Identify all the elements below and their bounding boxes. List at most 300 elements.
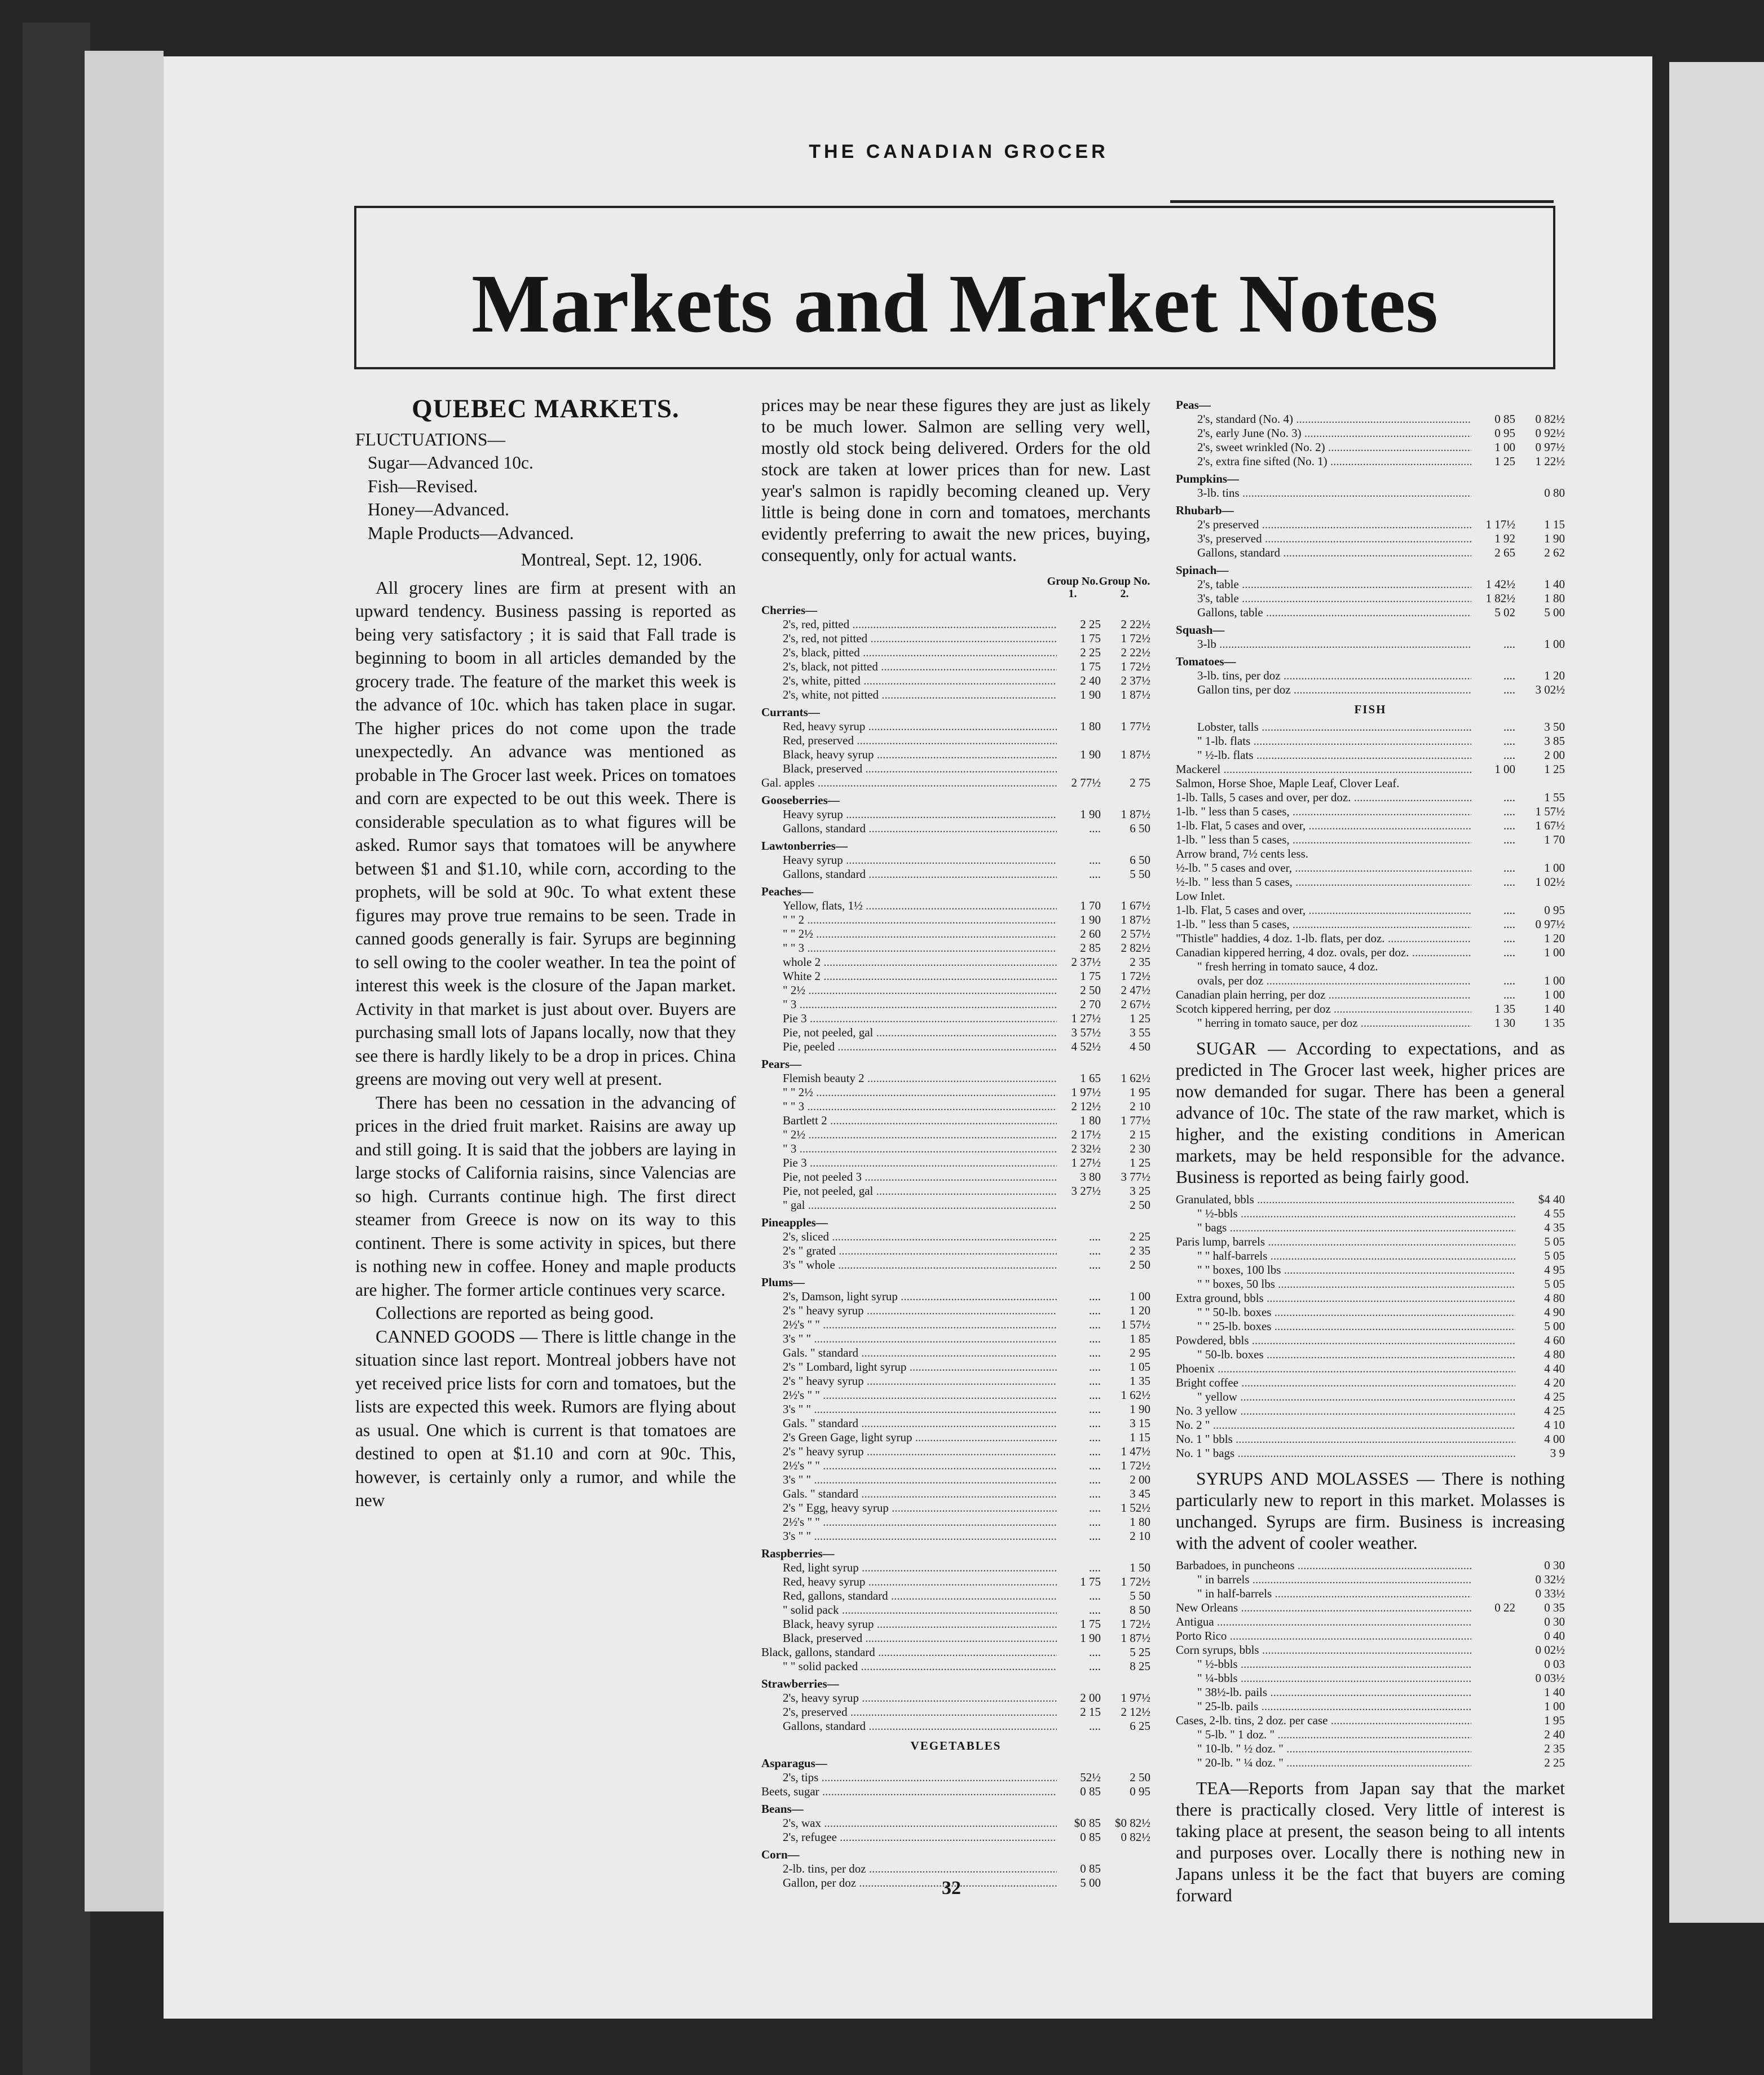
tea-paragraph: TEA—Reports from Japan say that the market there is practically closed. Very little of interest is taking place at present, the season being to all intents and purposes over. Locally there is nothing new in Japans unless it be the fact that buyers are coming forward [1176,1778,1565,1905]
price-group-1: 2 85 [1080,941,1101,955]
price-group-2: 2 50 [1130,1258,1150,1272]
price-group-1: 2 70 [1080,997,1101,1011]
item-label: 3's, table ..... [1176,591,1471,606]
item-label: Bartlett 2 ..... [761,1114,1057,1128]
item-label: " 2½ ..... [761,983,1057,997]
price-group-1: 2 25 [1080,646,1101,659]
price-group-2: 1 87½ [1121,807,1150,821]
price-group-2: 0 95 [1544,903,1565,917]
price-row [761,1862,1150,1876]
price-row [761,913,1150,927]
price-value: 4 35 [1544,1221,1565,1234]
item-label: Mackerel ..... [1176,762,1471,776]
price-row [1176,805,1565,819]
price-group-1: 1 90 [1080,748,1101,761]
item-label: ½-lb. " less than 5 cases, ..... [1176,875,1471,889]
price-group-2: 0 33½ [1535,1587,1565,1600]
price-group-1: .... [1089,1487,1101,1500]
price-group-2: 0 03 [1544,1657,1565,1671]
price-group-1: $0 85 [1074,1816,1101,1830]
price-group-2: 2 30 [1130,1142,1150,1155]
price-group-1: 1 27½ [1071,1012,1101,1025]
item-label: Canadian plain herring, per doz ..... [1176,988,1471,1002]
item-label: 1-lb. " less than 5 cases, ..... [1176,833,1471,847]
price-group-2: 2 00 [1544,748,1565,762]
price-group-1: .... [1503,833,1515,846]
item-label: Salmon, Horse Shoe, Maple Leaf, Clover Leaf. [1176,776,1400,790]
price-group-1: 3 27½ [1071,1184,1101,1198]
price-row [761,1388,1150,1402]
item-label: 2's, Damson, light syrup ..... [761,1290,1057,1304]
page-edge-strip [85,51,164,1911]
item-label: Gals. " standard ..... [761,1416,1057,1431]
price-row [1176,1334,1565,1348]
price-row [1176,1221,1565,1235]
item-label: Gals. " standard ..... [761,1487,1057,1501]
price-group-1: 1 17½ [1485,518,1515,531]
price-group-1: 2 65 [1494,546,1515,559]
price-row [761,1691,1150,1705]
price-row [1176,1390,1565,1404]
item-label: " in barrels ..... [1176,1573,1471,1587]
price-row [761,853,1150,867]
item-label: Corn syrups, bbls ..... [1176,1643,1471,1657]
fluctuations-label: FLUCTUATIONS— [355,429,506,449]
price-group-2: 1 22½ [1535,454,1565,468]
item-label: 2's " heavy syrup ..... [761,1445,1057,1459]
price-group-2: 2 35 [1130,955,1150,969]
body-paragraph: Collections are reported as being good. [376,1303,654,1323]
category-label: Squash— [1176,623,1225,637]
price-group-2: 1 72½ [1121,1459,1150,1472]
price-group-2: 1 25 [1130,1156,1150,1169]
price-value: 4 20 [1544,1376,1565,1389]
item-label: " 5-lb. " 1 doz. " ..... [1176,1728,1471,1742]
item-label: Pie, not peeled, gal ..... [761,1184,1057,1198]
item-label: ovals, per doz ..... [1176,974,1471,988]
price-row [1176,1615,1565,1629]
item-label: 2's " heavy syrup ..... [761,1304,1057,1318]
price-group-1: 1 90 [1080,913,1101,926]
item-label: Flemish beauty 2 ..... [761,1071,1057,1085]
category-label: Peas— [1176,398,1211,412]
category-label: Pears— [761,1057,802,1071]
price-row [1176,412,1565,426]
price-row [761,1085,1150,1100]
column-price-list-fruits [761,395,1150,1890]
price-row [1176,1002,1565,1016]
price-row [761,1719,1150,1733]
item-label: " " 3 ..... [761,1100,1057,1114]
price-row [1176,1305,1565,1319]
price-group-1: 1 80 [1080,719,1101,733]
price-value: 4 90 [1544,1305,1565,1319]
item-label: New Orleans ..... [1176,1601,1471,1615]
price-group-1: 0 85 [1080,1785,1101,1798]
price-group-1: .... [1089,822,1101,835]
price-group-1: 3 80 [1080,1170,1101,1184]
item-label: " 38½-lb. pails ..... [1176,1685,1471,1699]
price-group-1: .... [1089,1515,1101,1529]
item-label: Pie, peeled ..... [761,1040,1057,1054]
price-group-1: .... [1089,1659,1101,1673]
price-row [1176,931,1565,946]
price-group-1: 0 85 [1080,1830,1101,1844]
price-group-1: 1 90 [1080,807,1101,821]
price-group-1: 1 00 [1494,440,1515,454]
price-group-1: .... [1503,669,1515,682]
item-label: " " boxes, 50 lbs ..... [1176,1277,1515,1291]
canned-goods-paragraph: CANNED GOODS — There is little change in the situation since last report. Montreal jobbers have not yet received price lists for corn and tomatoes, but the lists are expected this week. Rumors are flying about as usual. One which is current is that tomatoes are destined to open at $1.10 and corn at 90c. This, however, is certainly only a rumor, and while the new [355,1326,736,1510]
price-row [761,1114,1150,1128]
price-value: 4 00 [1544,1432,1565,1446]
item-label: 2's, black, pitted ..... [761,646,1057,660]
price-group-1: .... [1089,1244,1101,1257]
price-value: 4 40 [1544,1362,1565,1375]
price-row [1176,1601,1565,1615]
price-group-2: 2 95 [1130,1346,1150,1359]
price-row [1176,889,1565,903]
price-group-2: 1 00 [1544,974,1565,987]
item-label: 2's, extra fine sifted (No. 1) ..... [1176,454,1471,469]
item-label: "Thistle" haddies, 4 doz. 1-lb. flats, per doz. ..... [1176,931,1471,946]
price-group-1: .... [1089,1332,1101,1345]
item-label: Red, heavy syrup ..... [761,1575,1057,1589]
price-group-1: 2 40 [1080,674,1101,687]
price-group-2: 1 72½ [1121,969,1150,983]
price-row [1176,1348,1565,1362]
price-group-1: 5 00 [1080,1876,1101,1889]
item-label: Phoenix ..... [1176,1362,1515,1376]
item-label: 2's, table ..... [1176,577,1471,591]
fluctuation-item: Maple Products—Advanced. [368,523,574,543]
price-group-2: 1 97½ [1121,1691,1150,1705]
item-label: Barbadoes, in puncheons ..... [1176,1559,1471,1573]
item-label: ½-lb. " 5 cases and over, ..... [1176,861,1471,875]
price-row [1176,669,1565,683]
price-row [761,719,1150,734]
price-group-1: 1 75 [1080,1575,1101,1588]
price-group-1: .... [1503,903,1515,917]
price-group-2: 1 25 [1130,1012,1150,1025]
price-group-2: 1 15 [1130,1431,1150,1444]
price-group-2: 2 35 [1544,1742,1565,1755]
item-label: Red, heavy syrup ..... [761,719,1057,734]
price-group-1: .... [1503,805,1515,818]
price-row [761,1487,1150,1501]
column-quebec-markets [355,395,736,1512]
item-label: " ½-bbls ..... [1176,1207,1515,1221]
item-label: 3-lb. tins ..... [1176,486,1471,500]
price-row [1176,1376,1565,1390]
price-group-2: 2 12½ [1121,1705,1150,1719]
item-label: " ½-lb. flats ..... [1176,748,1471,762]
price-group-2: 6 50 [1130,822,1150,835]
price-row [761,1561,1150,1575]
item-label: Gallon tins, per doz ..... [1176,683,1471,697]
item-label: 2's " Egg, heavy syrup ..... [761,1501,1057,1515]
price-group-2: 2 22½ [1121,646,1150,659]
item-label: 2's, early June (No. 3) ..... [1176,426,1471,440]
price-row [761,822,1150,836]
price-row [761,969,1150,983]
item-label: 1-lb. Flat, 5 cases and over, ..... [1176,819,1471,833]
price-group-1: .... [1089,1445,1101,1458]
price-row [761,646,1150,660]
price-group-2: 2 15 [1130,1128,1150,1141]
price-group-2: 1 50 [1130,1561,1150,1574]
category-label: Spinach— [1176,563,1229,577]
price-row [1176,1277,1565,1291]
price-group-2: 1 00 [1544,946,1565,959]
price-group-1: 0 22 [1494,1601,1515,1614]
price-group-1: .... [1503,683,1515,696]
item-label: Gallons, standard ..... [1176,546,1471,560]
price-group-1: 0 85 [1080,1862,1101,1875]
price-group-2: 0 92½ [1535,426,1565,440]
price-row [761,688,1150,702]
book-binding [23,23,90,2075]
price-group-2: 1 35 [1544,1016,1565,1030]
column-price-list-more [1176,395,1565,1906]
price-group-2: 2 37½ [1121,674,1150,687]
price-row [761,1170,1150,1184]
price-row [1176,988,1565,1002]
price-group-2: 1 02½ [1535,875,1565,889]
price-row [1176,518,1565,532]
price-group-2: 1 80 [1130,1515,1150,1529]
item-label: " 3 ..... [761,997,1057,1012]
price-row [761,1785,1150,1799]
page-title: Markets and Market Notes [471,258,1438,350]
price-row [1176,1699,1565,1714]
price-group-2: 3 85 [1544,734,1565,748]
price-row [1176,1263,1565,1277]
price-row [761,1374,1150,1388]
price-group-2: 1 95 [1130,1085,1150,1099]
price-row [761,1332,1150,1346]
price-group-1: 2 60 [1080,927,1101,941]
price-group-1: .... [1503,946,1515,959]
price-group-1: .... [1089,1529,1101,1543]
price-value: 4 25 [1544,1404,1565,1418]
price-group-1: 1 80 [1080,1114,1101,1127]
category-label: Tomatoes— [1176,655,1236,668]
price-row [761,1244,1150,1258]
vegetable-price-table [761,1756,1150,1890]
price-group-2: 1 90 [1130,1402,1150,1416]
item-label: Beets, sugar ..... [761,1785,1057,1799]
price-group-1: .... [1503,974,1515,987]
price-row [761,1142,1150,1156]
price-group-1: .... [1089,1561,1101,1574]
price-group-2: 2 25 [1130,1230,1150,1243]
price-group-1: 2 00 [1080,1691,1101,1705]
price-group-1: 2 77½ [1071,776,1101,789]
price-group-2: 0 97½ [1535,440,1565,454]
price-group-1: .... [1089,1304,1101,1317]
item-label: Powdered, bbls ..... [1176,1334,1515,1348]
price-row [761,1771,1150,1785]
price-row [1176,486,1565,500]
price-row [1176,903,1565,917]
item-label: Canadian kippered herring, 4 doz. ovals, per doz. ..... [1176,946,1471,960]
item-label: 2½'s " " ..... [761,1388,1057,1402]
price-group-2: 1 20 [1130,1304,1150,1317]
price-group-2: 1 62½ [1121,1388,1150,1402]
price-row [1176,637,1565,651]
price-row [1176,1742,1565,1756]
price-row [1176,1291,1565,1305]
price-group-1: .... [1089,853,1101,867]
price-group-2: 1 52½ [1121,1501,1150,1515]
price-group-1: .... [1089,1719,1101,1733]
category-label: Peaches— [761,885,814,898]
price-group-2: 1 35 [1130,1374,1150,1388]
price-group-2: 3 45 [1130,1487,1150,1500]
price-group-1: 1 30 [1494,1016,1515,1030]
price-row [1176,875,1565,889]
item-label: " 10-lb. " ½ doz. " ..... [1176,1742,1471,1756]
price-group-2: 0 30 [1544,1615,1565,1628]
price-group-2: 0 97½ [1535,917,1565,931]
price-row [761,1360,1150,1374]
item-label: Scotch kippered herring, per doz ..... [1176,1002,1471,1016]
item-label: " 50-lb. boxes ..... [1176,1348,1515,1362]
price-row [1176,1362,1565,1376]
fluctuation-item: Honey—Advanced. [368,500,510,519]
price-row [1176,791,1565,805]
item-label: 2's, sliced ..... [761,1230,1057,1244]
price-group-2: 1 72½ [1121,660,1150,673]
category-label: Currants— [761,705,820,719]
price-group-2: 0 82½ [1535,412,1565,426]
item-label: " 20-lb. " ¼ doz. " ..... [1176,1756,1471,1770]
price-group-1: 4 52½ [1071,1040,1101,1053]
price-group-2: 1 67½ [1121,899,1150,912]
item-label: " " boxes, 100 lbs ..... [1176,1263,1515,1277]
item-label: " " 2½ ..... [761,927,1057,941]
price-group-2: 0 32½ [1535,1573,1565,1586]
item-label: 2's, heavy syrup ..... [761,1691,1057,1705]
price-group-1: .... [1089,1388,1101,1402]
price-group-2: 2 25 [1544,1756,1565,1769]
item-label: " " 50-lb. boxes ..... [1176,1305,1515,1319]
price-group-2: 1 87½ [1121,688,1150,701]
adjacent-page-edge [1669,62,1764,1923]
price-row [1176,546,1565,560]
item-label: 3-lb ..... [1176,637,1471,651]
price-group-2: 1 95 [1544,1714,1565,1727]
price-group-2: 5 50 [1130,867,1150,881]
price-group-2: 2 10 [1130,1529,1150,1543]
item-label: Granulated, bbls ..... [1176,1193,1515,1207]
price-value: 4 60 [1544,1334,1565,1347]
price-group-2: 2 35 [1130,1244,1150,1257]
price-group-1: 1 65 [1080,1071,1101,1085]
item-label: " " 2 ..... [761,913,1057,927]
item-label: Porto Rico ..... [1176,1629,1471,1643]
price-row [761,983,1150,997]
price-group-1: 1 92 [1494,532,1515,545]
item-label: No. 2 " ..... [1176,1418,1515,1432]
item-label: Pie, not peeled 3 ..... [761,1170,1057,1184]
page-number: 32 [942,1878,961,1899]
price-group-2: 3 77½ [1121,1170,1150,1184]
price-group-2: 1 90 [1544,532,1565,545]
item-label: " 1-lb. flats ..... [1176,734,1471,748]
price-value: 4 80 [1544,1348,1565,1361]
item-label: 3's " " ..... [761,1473,1057,1487]
price-group-2: 0 80 [1544,486,1565,500]
price-group-2: 8 25 [1130,1659,1150,1673]
item-label: " " 3 ..... [761,941,1057,955]
price-group-1: .... [1503,748,1515,762]
price-group-2: 6 25 [1130,1719,1150,1733]
price-row [761,1304,1150,1318]
item-label: 2's, red, pitted ..... [761,617,1057,632]
price-row [1176,1671,1565,1685]
price-group-2: 1 25 [1544,762,1565,776]
body-paragraph: There has been no cessation in the advancing of prices in the dried fruit market. Raisins are away up and still going. It is said that the jobbers are laying in large stocks of California raisins, since Valencias are so high. Currants continue high. The first direct steamer from Greece is now on its way to this continent. There is some activity in spices, but there is nothing new in coffee. Honey and maple products are higher. The former article continues very scarce. [355,1092,736,1300]
price-row [1176,974,1565,988]
price-row [1176,1193,1565,1207]
price-group-1: .... [1089,1589,1101,1602]
price-group-1: .... [1089,1360,1101,1374]
price-group-1: 1 70 [1080,899,1101,912]
item-label: " 25-lb. pails ..... [1176,1699,1471,1714]
price-group-2: 1 87½ [1121,748,1150,761]
item-label: No. 1 " bags ..... [1176,1446,1515,1460]
item-label: 3's " " ..... [761,1332,1057,1346]
item-label: Extra ground, bbls ..... [1176,1291,1515,1305]
item-label: Cases, 2-lb. tins, 2 doz. per case ..... [1176,1714,1471,1728]
price-row [1176,847,1565,861]
item-label: White 2 ..... [761,969,1057,983]
price-group-1: 0 85 [1494,412,1515,426]
price-row [761,867,1150,881]
price-row [1176,1249,1565,1263]
item-label: " solid pack ..... [761,1603,1057,1617]
price-group-2: 1 20 [1544,669,1565,682]
item-label: Gallons, standard ..... [761,1719,1057,1733]
price-value: 5 05 [1544,1235,1565,1248]
price-row [1176,440,1565,454]
price-group-1: .... [1503,861,1515,875]
price-group-2: 2 22½ [1121,617,1150,631]
item-label: 1-lb. " less than 5 cases, ..... [1176,917,1471,931]
price-group-1: .... [1089,1416,1101,1430]
price-row [1176,748,1565,762]
price-row [761,762,1150,776]
fish-price-table [1176,720,1565,1030]
price-group-1: .... [1503,988,1515,1001]
price-group-1: 2 25 [1080,617,1101,631]
price-row [1176,734,1565,748]
price-group-1: .... [1503,917,1515,931]
price-group-1: 1 90 [1080,1631,1101,1645]
group-headers [761,575,1150,600]
item-label: Arrow brand, 7½ cents less. [1176,847,1309,860]
price-group-1: .... [1089,1290,1101,1303]
item-label: " yellow ..... [1176,1390,1515,1404]
price-value: 3 9 [1550,1446,1565,1460]
price-row [761,1659,1150,1674]
masthead: THE CANADIAN GROCER [809,141,1109,162]
item-label: 2½'s " " ..... [761,1318,1057,1332]
price-group-2: 1 80 [1544,591,1565,605]
price-group-1: .... [1089,1431,1101,1444]
